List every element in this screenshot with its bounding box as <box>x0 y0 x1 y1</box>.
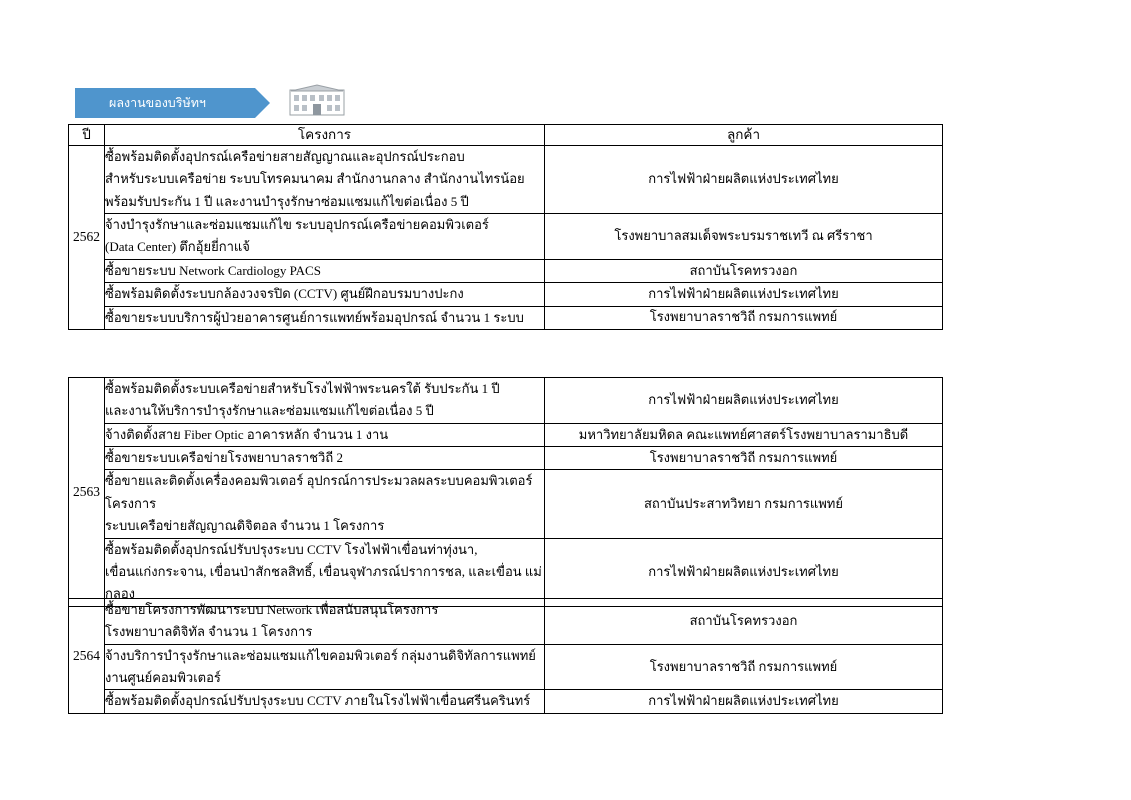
client-line: การไฟฟ้าฝ่ายผลิตแห่งประเทศไทย <box>648 693 839 709</box>
project-line: จ้างบริการบำรุงรักษาและซ่อมแซมแก้ไขคอมพิวเตอร์ กลุ่มงานดิจิทัลการแพทย์ <box>105 647 536 663</box>
client-cell <box>545 283 943 306</box>
table-row <box>69 283 943 306</box>
projects-table-2564 <box>68 598 943 714</box>
client-line: สถาบันโรคทรวงอก <box>689 262 798 278</box>
project-cell <box>105 644 545 690</box>
project-line: และงานให้บริการบำรุงรักษาและซ่อมแซมแก้ไขต่อเนื่อง 5 ปี <box>105 403 434 419</box>
client-cell <box>545 306 943 329</box>
table-row <box>69 259 943 282</box>
client-cell <box>545 690 943 713</box>
project-cell <box>105 538 545 606</box>
project-line: ซื้อขายระบบบริการผู้ป่วยอาคารศูนย์การแพทย์พร้อมอุปกรณ์ จำนวน 1 ระบบ <box>105 309 524 325</box>
project-line: โรงพยาบาลดิจิทัล จำนวน 1 โครงการ <box>105 624 313 640</box>
project-cell <box>105 423 545 446</box>
year-cell: 2564 <box>69 599 105 714</box>
client-line: การไฟฟ้าฝ่ายผลิตแห่งประเทศไทย <box>648 171 839 187</box>
project-cell <box>105 470 545 538</box>
client-line: สถาบันโรคทรวงอก <box>689 612 798 628</box>
client-line: การไฟฟ้าฝ่ายผลิตแห่งประเทศไทย <box>648 285 839 301</box>
client-line: โรงพยาบาลราชวิถี กรมการแพทย์ <box>649 449 838 465</box>
banner-arrow <box>75 88 255 118</box>
banner-label: ผลงานของบริษัทฯ <box>109 95 206 110</box>
project-line: เขื่อนแก่งกระจาน, เขื่อนป่าสักชลสิทธิ์, เขื่อนจุฬาภรณ์ปราการชล, และเขื่อน แม่กลอง <box>105 563 542 602</box>
table-row <box>69 214 943 260</box>
client-cell <box>545 599 943 645</box>
table-header-row <box>69 125 943 146</box>
project-line: ซื้อพร้อมติดตั้งอุปกรณ์ปรับปรุงระบบ CCTV โรงไฟฟ้าเขื่อนท่าทุ่งนา, <box>105 541 478 557</box>
table-row <box>69 538 943 606</box>
client-cell <box>545 214 943 260</box>
client-line: มหาวิทยาลัยมหิดล คณะแพทย์ศาสตร์โรงพยาบาลรามาธิบดี <box>578 426 909 442</box>
project-line: ระบบเครือข่ายสัญญาณดิจิตอล จำนวน 1 โครงการ <box>105 518 385 534</box>
project-line: ซื้อขายโครงการพัฒนาระบบ Network เพื่อสนับสนุนโครงการ <box>105 602 439 617</box>
table-row <box>69 599 943 645</box>
project-line: ซื้อพร้อมติดตั้งระบบเครือข่ายสำหรับโรงไฟฟ้าพระนครใต้ รับประกัน 1 ปี <box>105 381 500 396</box>
project-cell <box>105 599 545 645</box>
client-cell <box>545 538 943 606</box>
header-client: ลูกค้า <box>545 125 943 146</box>
project-cell <box>105 690 545 713</box>
year-cell: 2563 <box>69 378 105 607</box>
project-line: ซื้อพร้อมติดตั้งระบบกล้องวงจรปิด (CCTV) ศูนย์ฝึกอบรมบางปะกง <box>105 286 464 302</box>
project-cell <box>105 259 545 282</box>
project-cell <box>105 306 545 329</box>
table-row <box>69 644 943 690</box>
project-line: พร้อมรับประกัน 1 ปี และงานบำรุงรักษาซ่อมแซมแก้ไขต่อเนื่อง 5 ปี <box>105 193 469 209</box>
project-cell <box>105 146 545 214</box>
project-line: ซื้อขายระบบเครือข่ายโรงพยาบาลราชวิถี 2 <box>105 450 343 466</box>
table-row <box>69 423 943 446</box>
client-line: โรงพยาบาลราชวิถี กรมการแพทย์ <box>649 309 838 325</box>
project-line: งานศูนย์คอมพิวเตอร์ <box>105 670 221 686</box>
client-cell <box>545 447 943 470</box>
client-cell <box>545 146 943 214</box>
table-row <box>69 470 943 538</box>
project-line: จ้างบำรุงรักษาและซ่อมแซมแก้ไข ระบบอุปกรณ์เครือข่ายคอมพิวเตอร์ <box>105 217 489 233</box>
client-cell <box>545 259 943 282</box>
client-line: โรงพยาบาลราชวิถี กรมการแพทย์ <box>649 658 838 674</box>
table-row <box>69 378 943 424</box>
project-cell <box>105 283 545 306</box>
project-line: ซื้อขายระบบ Network Cardiology PACS <box>105 262 321 278</box>
client-cell <box>545 644 943 690</box>
project-line: สำหรับระบบเครือข่าย ระบบโทรคมนาคม สำนักงานกลาง สำนักงานไทรน้อย <box>105 171 525 187</box>
project-cell <box>105 378 545 424</box>
header-project: โครงการ <box>105 125 545 146</box>
table-row <box>69 447 943 470</box>
section-banner <box>75 84 345 121</box>
project-cell <box>105 447 545 470</box>
building-icon <box>289 84 345 121</box>
projects-table-2563 <box>68 377 943 607</box>
client-line: โรงพยาบาลสมเด็จพระบรมราชเทวี ณ ศรีราชา <box>614 228 873 244</box>
table-row <box>69 146 943 214</box>
table-row <box>69 306 943 329</box>
client-line: การไฟฟ้าฝ่ายผลิตแห่งประเทศไทย <box>648 391 839 407</box>
client-line: สถาบันประสาทวิทยา กรมการแพทย์ <box>643 495 843 511</box>
project-cell <box>105 214 545 260</box>
header-year: ปี <box>69 125 105 146</box>
projects-table-2562 <box>68 124 943 330</box>
year-cell: 2562 <box>69 146 105 330</box>
client-cell <box>545 423 943 446</box>
client-cell <box>545 470 943 538</box>
project-line: จ้างติดตั้งสาย Fiber Optic อาคารหลัก จำนวน 1 งาน <box>105 426 389 442</box>
project-line: ซื้อพร้อมติดตั้งอุปกรณ์ปรับปรุงระบบ CCTV ภายในโรงไฟฟ้าเขื่อนศรีนครินทร์ <box>105 693 531 709</box>
project-line: (Data Center) ตึกอุ้ยยี่กาแจ้ <box>105 239 250 255</box>
client-line: การไฟฟ้าฝ่ายผลิตแห่งประเทศไทย <box>648 563 839 579</box>
client-cell <box>545 378 943 424</box>
project-line: ซื้อพร้อมติดตั้งอุปกรณ์เครือข่ายสายสัญญาณและอุปกรณ์ประกอบ <box>105 149 465 164</box>
table-row <box>69 690 943 713</box>
project-line: ซื้อขายและติดตั้งเครื่องคอมพิวเตอร์ อุปกรณ์การประมวลผลระบบคอมพิวเตอร์ โครงการ <box>105 473 533 511</box>
